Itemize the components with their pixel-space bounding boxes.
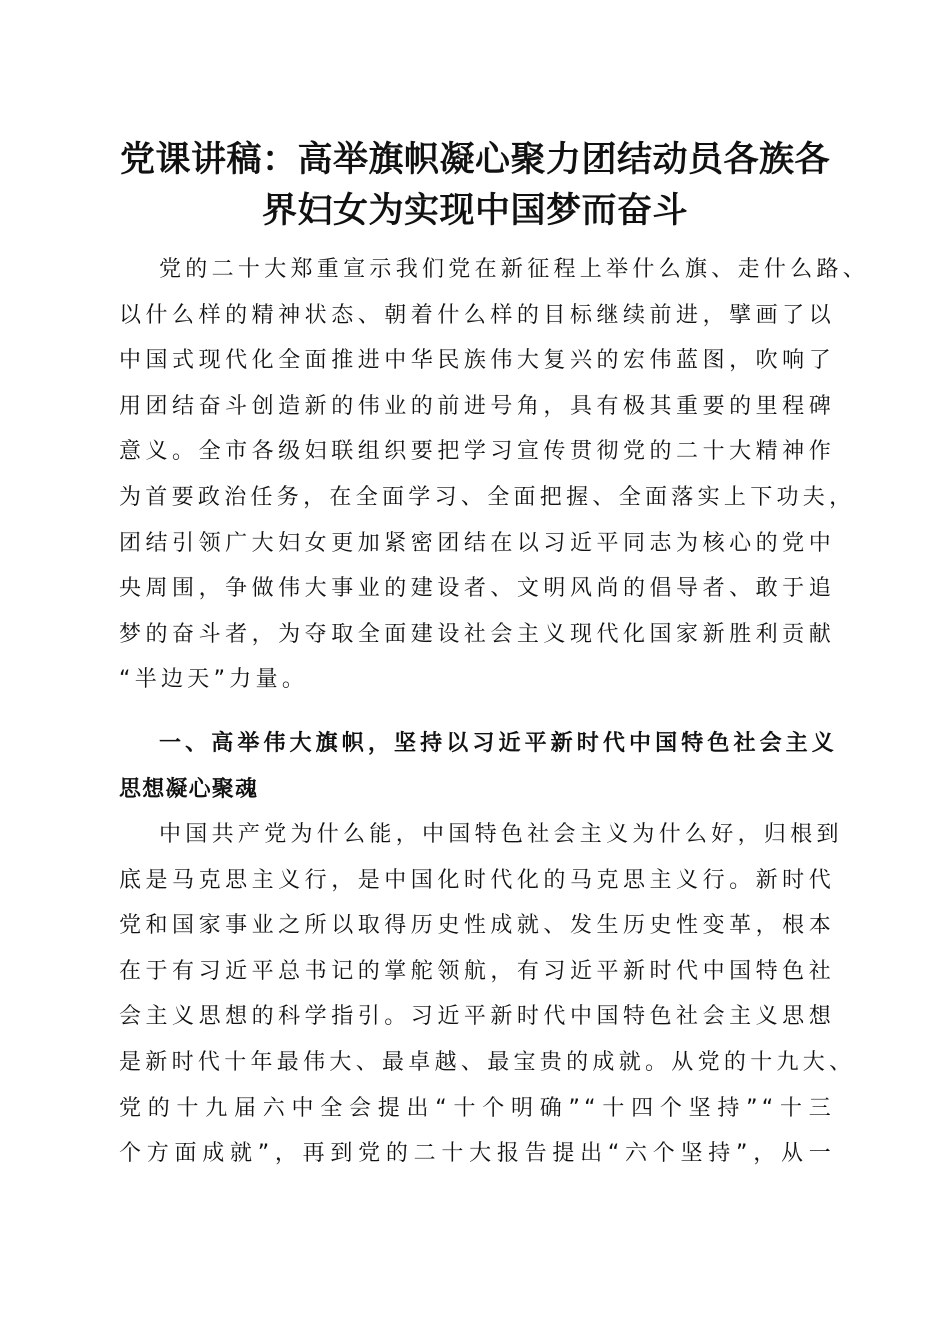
paragraph-line: “半边天”力量。: [119, 667, 309, 693]
document-title: [100, 134, 850, 236]
section-heading: [119, 721, 835, 812]
intro-paragraph: [119, 247, 870, 703]
paragraph-line: 是新时代十年最伟大、最卓越、最宝贵的成就。从党的十九大、: [119, 1049, 856, 1075]
paragraph-line: 用团结奋斗创造新的伟业的前进号角，具有极其重要的里程碑: [119, 393, 835, 419]
paragraph-line: 党和国家事业之所以取得历史性成就、发生历史性变革，根本: [119, 913, 835, 939]
title-line-2: 界妇女为实现中国梦而奋斗: [261, 190, 688, 231]
title-line-1: 党课讲稿：高举旗帜凝心聚力团结动员各族各: [119, 139, 830, 180]
heading-line: 思想凝心聚魂: [119, 776, 259, 802]
paragraph-line: 会主义思想的科学指引。习近平新时代中国特色社会主义思想: [119, 1004, 835, 1030]
paragraph-line: 底是马克思主义行，是中国化时代化的马克思主义行。新时代: [119, 867, 835, 893]
paragraph-line: 团结引领广大妇女更加紧密团结在以习近平同志为核心的党中: [119, 530, 835, 556]
heading-line: 一、高举伟大旗帜，坚持以习近平新时代中国特色社会主义: [159, 731, 835, 756]
paragraph-line: 个方面成就”，再到党的二十大报告提出“六个坚持”，从一: [119, 1141, 835, 1167]
paragraph-line: 央周围，争做伟大事业的建设者、文明风尚的倡导者、敢于追: [119, 576, 835, 602]
paragraph-line: 中国式现代化全面推进中华民族伟大复兴的宏伟蓝图，吹响了: [119, 348, 835, 374]
paragraph-line: 梦的奋斗者，为夺取全面建设社会主义现代化国家新胜利贡献: [119, 621, 835, 647]
paragraph-line: 以什么样的精神状态、朝着什么样的目标继续前进，擘画了以: [119, 302, 835, 328]
paragraph-line: 在于有习近平总书记的掌舵领航，有习近平新时代中国特色社: [119, 958, 835, 984]
paragraph-line: 党的十九届六中全会提出“十个明确”“十四个坚持”“十三: [119, 1095, 835, 1121]
paragraph-line: 党的二十大郑重宣示我们党在新征程上举什么旗、走什么路、: [159, 257, 870, 282]
paragraph-line: 为首要政治任务，在全面学习、全面把握、全面落实上下功夫，: [119, 484, 856, 510]
section-paragraph: [119, 812, 856, 1177]
paragraph-line: 中国共产党为什么能，中国特色社会主义为什么好，归根到: [159, 822, 843, 847]
paragraph-line: 意义。全市各级妇联组织要把学习宣传贯彻党的二十大精神作: [119, 439, 835, 465]
